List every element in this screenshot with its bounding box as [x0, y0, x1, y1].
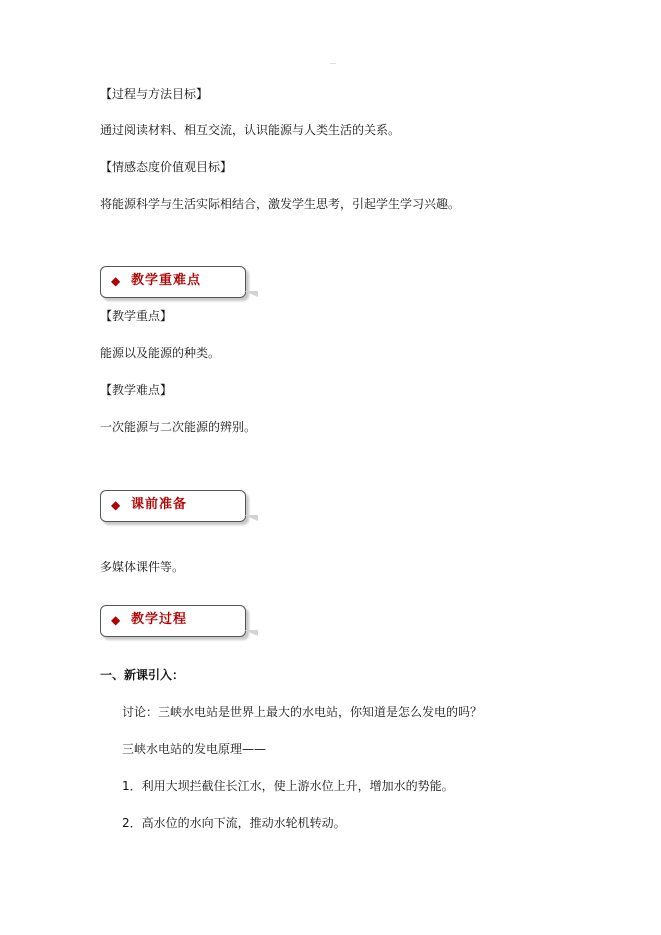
- emotion-text: 将能源科学与生活实际相结合，激发学生思考，引起学生学习兴趣。: [100, 197, 461, 211]
- diamond-bullet-icon: ◆: [111, 613, 121, 627]
- section-preparation-label: 课前准备: [131, 497, 188, 512]
- key-text: 能源以及能源的种类。: [100, 346, 221, 360]
- section-process: [100, 605, 246, 637]
- section-preparation-tail: [244, 515, 258, 521]
- section-key-points-tail: [244, 291, 258, 297]
- step-2-text: 2．高水位的水向下流，推动水轮机转动。: [122, 816, 346, 830]
- section-preparation: [100, 490, 246, 522]
- difficulty-heading: 【教学难点】: [100, 383, 173, 397]
- step-1-text: 1．利用大坝拦截住长江水，使上游水位上升，增加水的势能。: [122, 779, 454, 793]
- key-heading: 【教学重点】: [100, 309, 173, 323]
- preparation-text: 多媒体课件等。: [100, 560, 185, 574]
- section-key-points: [100, 266, 246, 298]
- process-method-heading: 【过程与方法目标】: [100, 87, 209, 101]
- diamond-bullet-icon: ◆: [111, 274, 121, 288]
- intro-heading: 一、新课引入：: [100, 668, 185, 682]
- difficulty-text: 一次能源与二次能源的辨别。: [100, 420, 257, 434]
- section-key-points-label: 教学重难点: [131, 273, 202, 288]
- section-process-tail: [244, 630, 258, 636]
- page-mark: [330, 63, 336, 64]
- diamond-bullet-icon: ◆: [111, 498, 121, 512]
- section-process-label: 教学过程: [131, 612, 188, 627]
- discussion-text: 讨论：三峡水电站是世界上最大的水电站，你知道是怎么发电的吗？: [122, 705, 483, 719]
- process-method-text: 通过阅读材料、相互交流，认识能源与人类生活的关系。: [100, 123, 401, 137]
- emotion-heading: 【情感态度价值观目标】: [100, 160, 233, 174]
- principle-text: 三峡水电站的发电原理——: [122, 742, 267, 756]
